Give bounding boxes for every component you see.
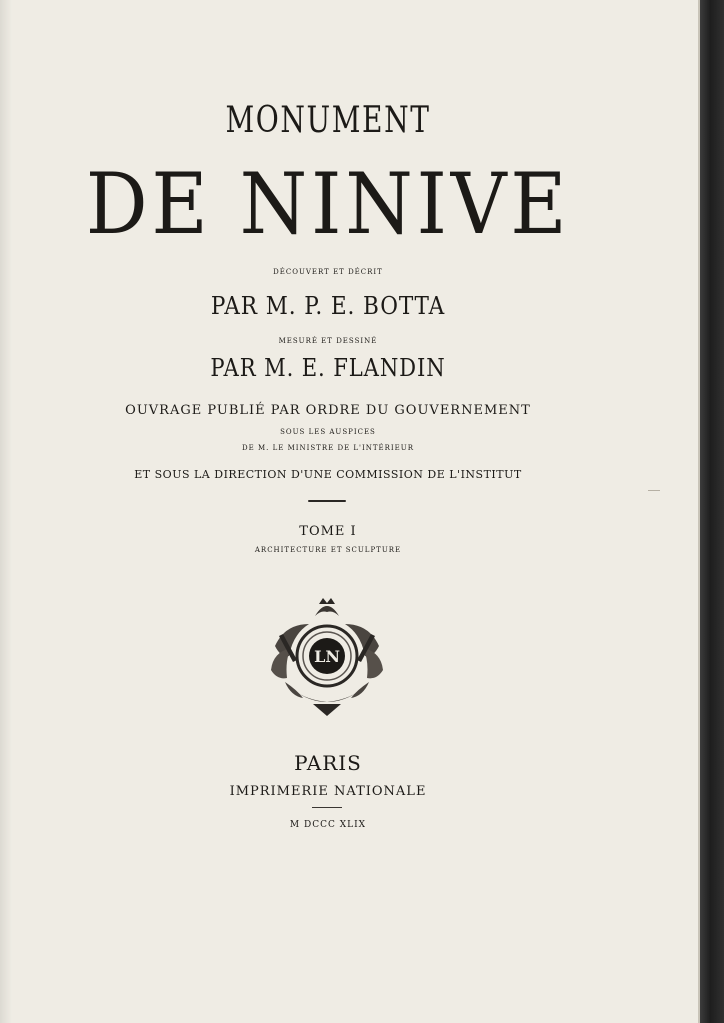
auspices-line-2: DE M. LE MINISTRE DE L'INTÉRIEUR: [242, 444, 414, 452]
margin-mark: [648, 490, 660, 491]
emblem-monogram: LN: [314, 647, 340, 666]
author-flandin: PAR M. E. FLANDIN: [210, 354, 446, 382]
publication-city: PARIS: [294, 751, 362, 775]
discovered-label: DÉCOUVERT ET DÉCRIT: [273, 268, 383, 276]
author-botta: PAR M. P. E. BOTTA: [210, 292, 446, 320]
publication-year: M DCCC XLIX: [289, 820, 367, 830]
direction-line: ET SOUS LA DIRECTION D'UNE COMMISSION DE L'INSTITUT: [134, 468, 522, 481]
volume-subject: ARCHITECTURE ET SCULPTURE: [254, 546, 402, 554]
auspices-line-1: SOUS LES AUSPICES: [280, 428, 376, 436]
small-rule: [312, 807, 342, 808]
title-line-2: DE NINIVE: [85, 155, 571, 253]
publication-note: OUVRAGE PUBLIÉ PAR ORDRE DU GOUVERNEMENT: [125, 403, 531, 418]
volume-label: TOME I: [299, 524, 357, 539]
title-line-1: MONUMENT: [225, 100, 431, 141]
measured-label: MESURÉ ET DESSINÉ: [278, 337, 378, 345]
ornamental-rule: [308, 500, 346, 502]
printer-device-icon: [263, 594, 391, 718]
printer-name: IMPRIMERIE NATIONALE: [229, 784, 427, 799]
page-gutter-shadow: [0, 0, 12, 1023]
